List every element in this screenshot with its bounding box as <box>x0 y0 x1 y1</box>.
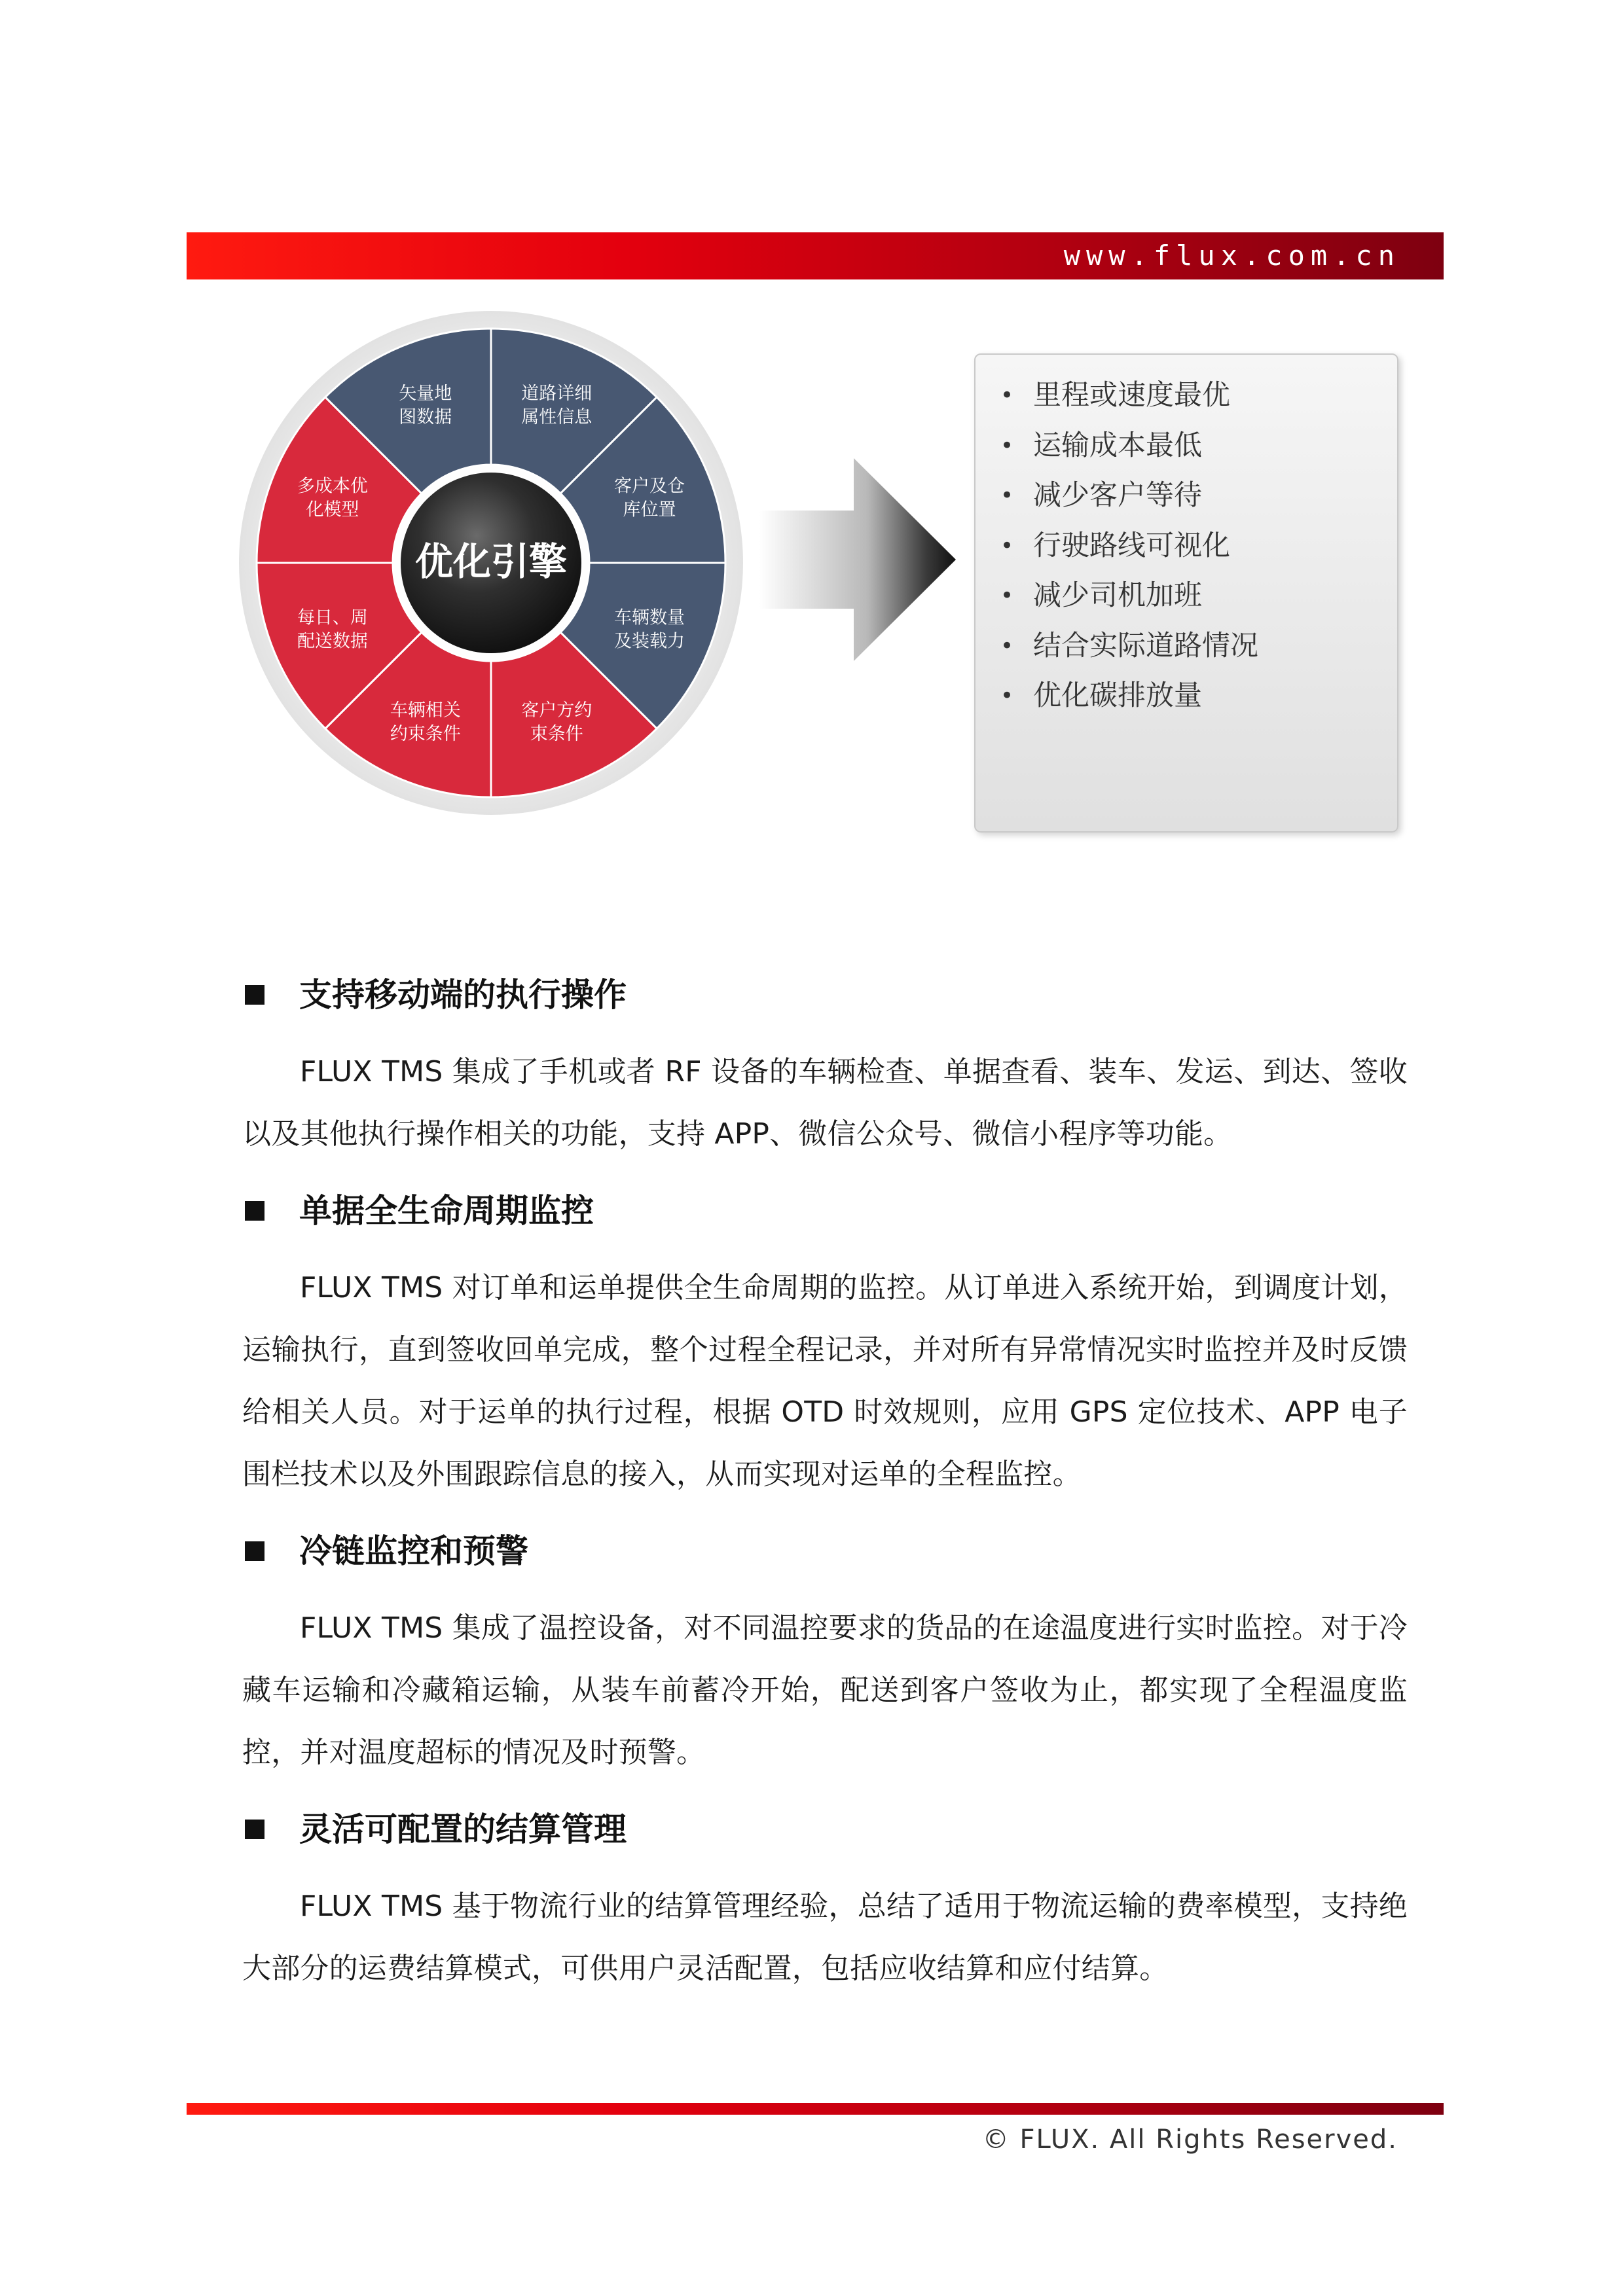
section-heading: 灵活可配置的结算管理 <box>242 1784 1408 1875</box>
segment-label: 道路详细属性信息 <box>521 383 593 427</box>
segment-label: 每日、周配送数据 <box>297 607 368 652</box>
section-heading: 冷链监控和预警 <box>242 1505 1408 1597</box>
benefit-item: • 里程或速度最优 <box>989 370 1397 421</box>
section-cold-chain <box>242 1505 1408 1784</box>
header-url[interactable]: www.flux.com.cn <box>1063 240 1400 272</box>
header-bar <box>187 232 1444 279</box>
segment-label: 客户方约束条件 <box>521 700 593 745</box>
footer-bar <box>187 2103 1444 2115</box>
segment-label: 客户及仓库位置 <box>614 476 685 520</box>
segment-label: 矢量地图数据 <box>399 383 452 427</box>
section-settlement <box>242 1784 1408 2000</box>
center-label: 优化引擎 <box>414 539 568 584</box>
section-body: FLUX TMS 集成了手机或者 RF 设备的车辆检查、单据查看、装车、发运、到达、签收以及其他执行操作相关的功能，支持 APP、微信公众号、微信小程序等功能。 <box>242 1055 1408 1151</box>
copyright: © FLUX. All Rights Reserved. <box>982 2125 1398 2155</box>
benefits-panel <box>974 353 1398 833</box>
segment-label: 多成本优化模型 <box>297 476 368 520</box>
benefit-item: • 行驶路线可视化 <box>989 521 1397 571</box>
benefit-item: • 减少司机加班 <box>989 571 1397 621</box>
benefit-item: • 减少客户等待 <box>989 471 1397 521</box>
section-mobile-execution <box>242 949 1408 1165</box>
optimization-engine-svg <box>236 308 746 818</box>
benefit-item: • 运输成本最低 <box>989 421 1397 471</box>
segment-label: 车辆相关约束条件 <box>390 700 461 745</box>
segment-label: 车辆数量及装载力 <box>614 607 685 652</box>
section-body: FLUX TMS 集成了温控设备，对不同温控要求的货品的在途温度进行实时监控。对于冷藏车运输和冷藏箱运输，从装车前蓄冷开始，配送到客户签收为止，都实现了全程温度监控，并对温度超标的情况及时预警。 <box>242 1611 1408 1769</box>
section-document-lifecycle <box>242 1165 1408 1505</box>
section-heading: 支持移动端的执行操作 <box>242 949 1408 1041</box>
optimization-engine-diagram <box>236 308 746 818</box>
section-heading: 单据全生命周期监控 <box>242 1165 1408 1257</box>
section-body: FLUX TMS 基于物流行业的结算管理经验，总结了适用于物流运输的费率模型，支持绝大部分的运费结算模式，可供用户灵活配置，包括应收结算和应付结算。 <box>242 1890 1408 1985</box>
arrow-icon <box>759 458 969 661</box>
benefit-item: • 结合实际道路情况 <box>989 621 1397 672</box>
section-body: FLUX TMS 对订单和运单提供全生命周期的监控。从订单进入系统开始，到调度计划，运输执行，直到签收回单完成，整个过程全程记录，并对所有异常情况实时监控并及时反馈给相关人员。对于运单的执行过程，根据 OTD 时效规则，应用 GPS 定位技术、APP 电子围栏技术以及外围跟踪信息的接入，从而实现对运单的全程监控。 <box>242 1271 1408 1491</box>
benefits-list <box>976 355 1397 721</box>
content <box>242 949 1408 2000</box>
benefit-item: • 优化碳排放量 <box>989 671 1397 721</box>
